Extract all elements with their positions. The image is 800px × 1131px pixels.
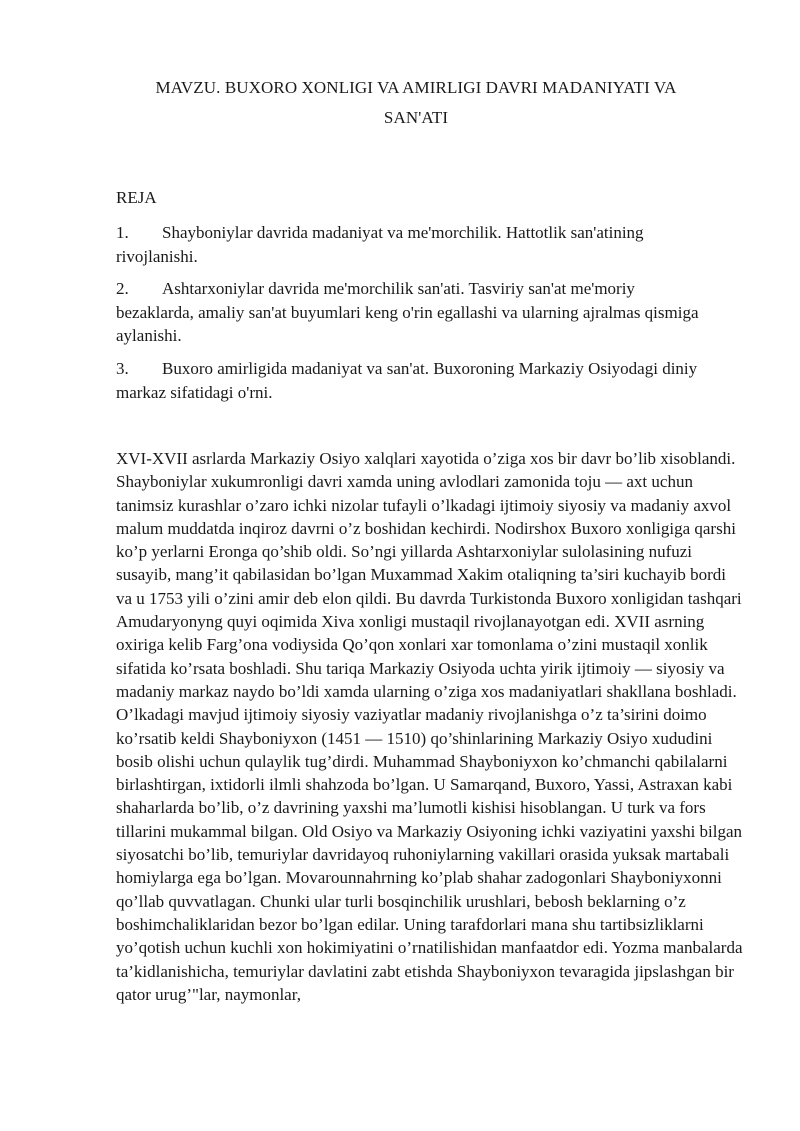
plan-item-text: Buxoro amirligida madaniyat va san'at. Buxoroning Markaziy Osiyodagi diniy markaz sifatidagi o'rni. — [116, 359, 698, 402]
title-line-2: SAN'ATI — [383, 108, 449, 127]
plan-item-2 — [116, 277, 714, 348]
title-line-1: MAVZU. BUXORO XONLIGI VA AMIRLIGI DAVRI MADANIYATI VA — [155, 78, 677, 97]
plan-item-3 — [116, 357, 714, 404]
plan-item-number: 1. — [116, 223, 129, 242]
plan-item-1 — [116, 221, 714, 268]
plan-item-text: Ashtarxoniylar davrida me'morchilik san'ati. Tasviriy san'at me'moriy bezaklarda, amaliy san'at buyumlari keng o'rin egallashi va ularning ajralmas qismiga aylanishi. — [116, 279, 699, 345]
plan-heading: REJA — [116, 188, 157, 207]
plan-item-number: 3. — [116, 359, 129, 378]
document-title — [118, 73, 714, 133]
body-paragraph: XVI-XVII asrlarda Markaziy Osiyo xalqlari xayotida o’ziga xos bir davr bo’lib xisoblandi. Shayboniylar xukumronligi davri xamda uning avlodlari zamonida toju — axt uchun tanimsiz kurashlar o’zaro ichki nizolar tufayli o’lkadagi ijtimoiy siyosiy va madaniy axvol malum muddatda inqiroz davrni o’z boshidan kechirdi. Nodirshox Buxoro xonligiga qarshi ko’p yerlarni Eronga qo’shib oldi. So’ngi yillarda Ashtarxoniylar sulolasining nufuzi susayib, mang’it qabilasidan bo’lgan Muxammad Xakim otaliqning ta’siri kuchayib bordi va u 1753 yili o’zini amir deb elon qildi. Bu davrda Turkistonda Buxoro xonligidan tashqari Amudaryonyng quyi oqimida Xiva xonligi mustaqil rivojlanayotgan edi. XVII asrning oxiriga kelib Farg’ona vodiysida Qo’qon xonlari xar tomonlama o’zini mustaqil xonlik sifatida ko’rsata boshladi. Shu tariqa Markaziy Osiyoda uchta yirik ijtimoiy — siyosiy va madaniy markaz naydo bo’ldi xamda ularning o’ziga xos madaniyatlari shakllana boshladi. O’lkadagi mavjud ijtimoiy siyosiy vaziyatlar madaniy rivojlanishga o’z ta’sirini doimo ko’rsatib keldi Shayboniyxon (1451 — 1510) qo’shinlarining Markaziy Osiyo xududini bosib olishi uchun qulaylik tug’dirdi. Muhammad Shayboniyxon ko’chmanchi qabilalarni birlashtirgan, ixtidorli ilmli shahzoda bo’lgan. U Samarqand, Buxoro, Yassi, Astraxan kabi shaharlarda bo’lib, o’z davrining yaxshi ma’lumotli kishisi hisoblangan. U turk va fors tillarini mukammal bilgan. Old Osiyo va Markaziy Osiyoning ichki vaziyatini yaxshi bilgan siyosatchi bo’lib, temuriylar davridayoq ruhoniylarning vakillari orasida yuksak martabali homiylarga ega bo’lgan. Movarounnahrning ko’plab shahar zadogonlari Shayboniyxonni qo’llab quvvatlagan. Chunki ular turli bosqinchilik urushlari, bebosh beklarning o’z boshimchaliklaridan bezor bo’lgan edilar. Uning tarafdorlari mana shu tartibsizliklarni yo’qotish uchun kuchli xon hokimiyatini o’rnatilishidan manfaatdor edi. Yozma manbalarda ta’kidlanishicha, temuriylar davlatini zabt etishda Shayboniyxon tevaragida jipslashgan bir qator urug’"lar, naymonlar, — [116, 449, 743, 1004]
plan-item-number: 2. — [116, 279, 129, 298]
plan-item-text: Shayboniylar davrida madaniyat va me'morchilik. Hattotlik san'atining rivojlanishi. — [116, 223, 644, 266]
